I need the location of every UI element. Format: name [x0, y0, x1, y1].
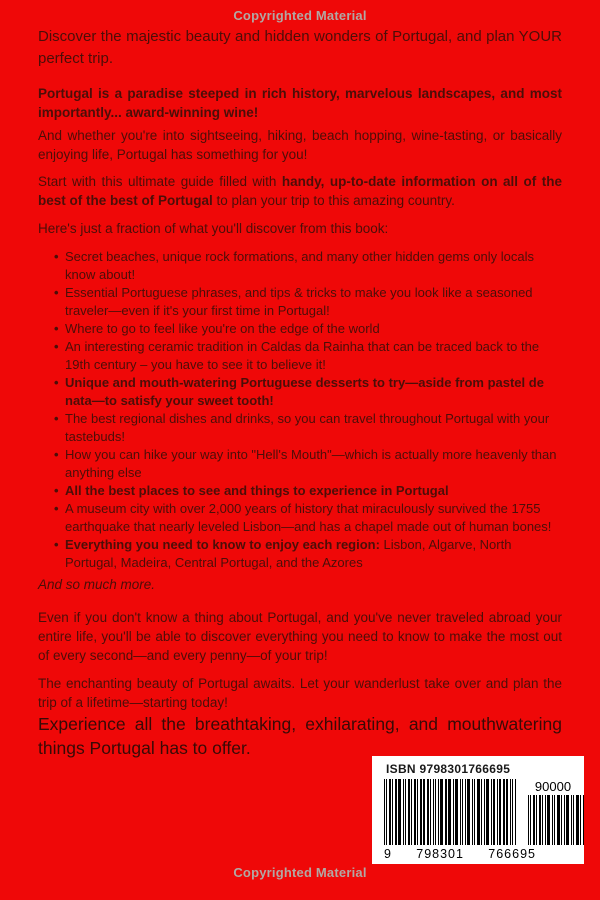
start-with-post: to plan your trip to this amazing country.	[212, 193, 455, 208]
list-item: • A museum city with over 2,000 years of history that miraculously survived the 1755 earthquake that nearly leveled Lisbon—and has a chapel made out of human bones!	[65, 500, 562, 536]
supplement-bars	[528, 795, 578, 845]
barcode-bars	[384, 779, 516, 845]
supplement-label: 90000	[534, 779, 572, 794]
barcode-main	[384, 779, 516, 845]
list-item: • Essential Portuguese phrases, and tips & tricks to make you look like a seasoned traveler—even if it's your first time in Portugal!	[65, 284, 562, 320]
barcode-row	[384, 779, 574, 845]
list-item: • How you can hike your way into "Hell's Mouth"—which is actually more heavenly than anything else	[65, 446, 562, 482]
bullet-list-wrapper	[38, 248, 562, 572]
list-item: • Everything you need to know to enjoy each region: Lisbon, Algarve, North Portugal, Madeira, Central Portugal, and the Azores	[65, 536, 562, 572]
barcode-digits: 9 798301 766695	[384, 847, 536, 861]
barcode-supplement	[528, 780, 578, 845]
bullet-list	[38, 248, 562, 572]
start-with-paragraph	[38, 172, 562, 210]
start-with-bold: handy, up-to-date information on all of the best of the best of Portugal	[38, 174, 562, 208]
list-item: • Where to go to feel like you're on the edge of the world	[65, 320, 562, 338]
barcode-box	[372, 756, 584, 864]
copyright-watermark-bottom: Copyrighted Material	[233, 865, 367, 880]
list-item: • The best regional dishes and drinks, so you can travel throughout Portugal with your tastebuds!	[65, 410, 562, 446]
start-with-pre: Start with this ultimate guide filled with	[38, 174, 282, 189]
whether-paragraph: And whether you're into sightseeing, hiking, beach hopping, wine-tasting, or basically enjoying life, Portugal has something for you!	[38, 128, 562, 162]
so-much-more: And so much more.	[38, 577, 156, 592]
outro-paragraph: Experience all the breathtaking, exhilarating, and mouthwatering things Portugal has to offer.	[38, 714, 562, 758]
intro-paragraph: Discover the majestic beauty and hidden wonders of Portugal, and plan YOUR perfect trip.	[38, 28, 562, 67]
even-if-paragraph: Even if you don't know a thing about Portugal, and you've never traveled abroad your entire life, you'll be able to discover everything you need to know to make the most out of every second—and every penny—of your trip!	[38, 610, 562, 663]
isbn-label: ISBN 9798301766695	[386, 762, 511, 776]
list-intro: Here's just a fraction of what you'll discover from this book:	[38, 221, 389, 236]
paradise-paragraph: Portugal is a paradise steeped in rich history, marvelous landscapes, and most importantly... award-winning wine!	[38, 86, 562, 120]
list-item: • All the best places to see and things to experience in Portugal	[65, 482, 562, 500]
enchanting-paragraph: The enchanting beauty of Portugal awaits. Let your wanderlust take over and plan the trip of a lifetime—starting today!	[38, 676, 562, 710]
list-item: • An interesting ceramic tradition in Caldas da Rainha that can be traced back to the 19th century – you have to see it to believe it!	[65, 338, 562, 374]
list-item: • Secret beaches, unique rock formations, and many other hidden gems only locals know about!	[65, 248, 562, 284]
copyright-watermark-top: Copyrighted Material	[233, 8, 367, 23]
list-item: • Unique and mouth-watering Portuguese desserts to try—aside from pastel de nata—to satisfy your sweet tooth!	[65, 374, 562, 410]
